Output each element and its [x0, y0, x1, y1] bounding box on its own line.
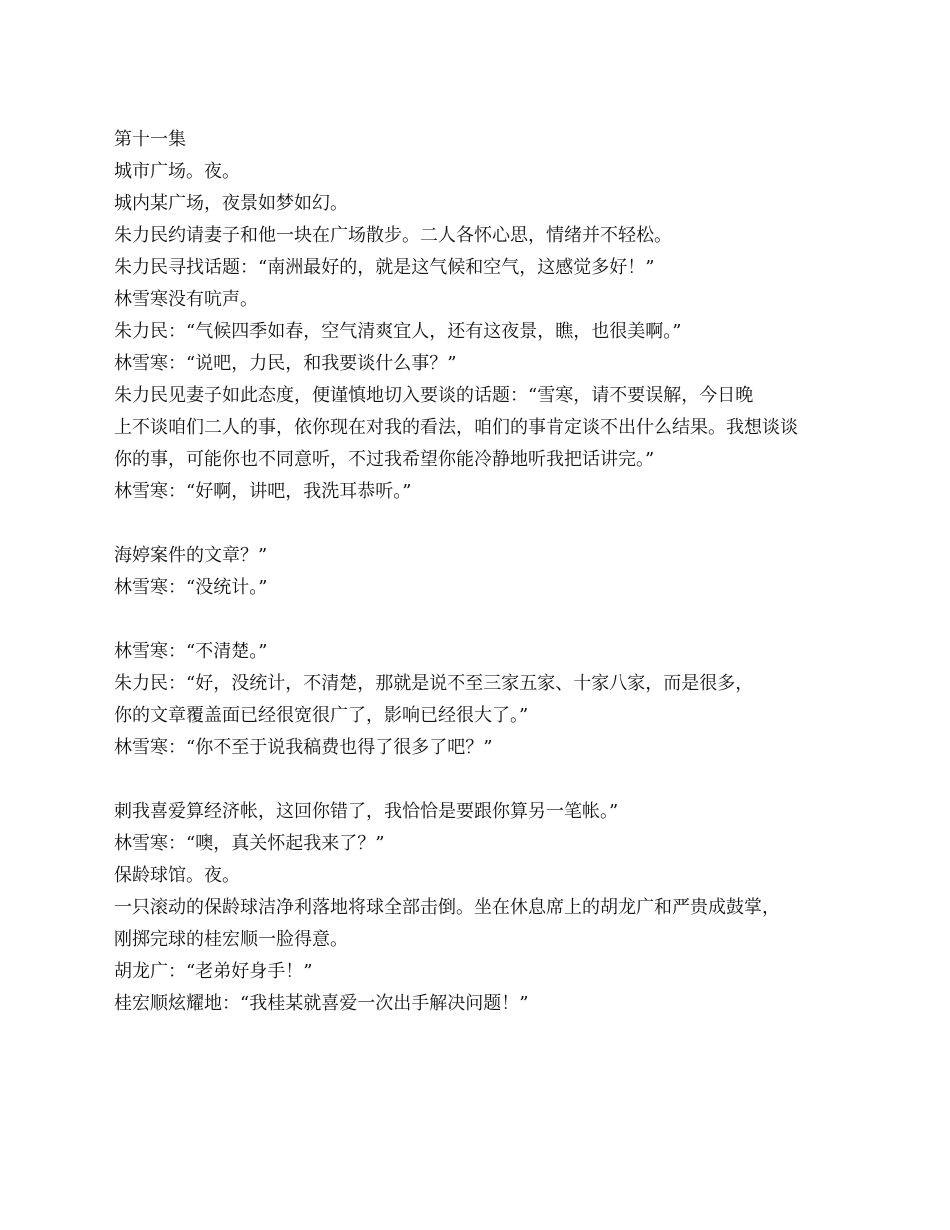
text-line: 胡龙广：“老弟好身手！”	[114, 961, 313, 982]
text-line: 刚掷完球的桂宏顺一脸得意。	[114, 929, 348, 950]
text-line: 桂宏顺炫耀地：“我桂某就喜爱一次出手解决问题！”	[114, 993, 529, 1014]
scene-heading: 保龄球馆。夜。	[114, 865, 240, 886]
text-line: 朱力民：“好，没统计，不清楚，那就是说不至三家五家、十家八家，而是很多，	[114, 673, 754, 694]
text-line: 朱力民寻找话题：“南洲最好的，就是这气候和空气，这感觉多好！”	[114, 257, 655, 278]
text-line: 上不谈咱们二人的事，依你现在对我的看法，咱们的事肯定谈不出什么结果。我想谈谈	[114, 417, 798, 438]
text-line: 林雪寒没有吭声。	[114, 289, 258, 310]
text-line: 朱力民见妻子如此态度，便谨慎地切入要谈的话题：“雪寒，请不要误解，今日晚	[114, 385, 754, 406]
script-text	[114, 124, 854, 1020]
text-line: 你的文章覆盖面已经很宽很广了，影响已经很大了。”	[114, 705, 529, 726]
text-line: 海婷案件的文章？”	[114, 545, 268, 566]
text-line: 一只滚动的保龄球洁净利落地将球全部击倒。坐在休息席上的胡龙广和严贵成鼓掌，	[114, 897, 780, 918]
blank-line	[114, 764, 854, 796]
text-line: 朱力民：“气候四季如春，空气清爽宜人，还有这夜景，瞧，也很美啊。”	[114, 321, 682, 342]
text-line: 朱力民约请妻子和他一块在广场散步。二人各怀心思，情绪并不轻松。	[114, 225, 672, 246]
text-line: 刺我喜爱算经济帐，这回你错了，我恰恰是要跟你算另一笔帐。”	[114, 801, 619, 822]
scene-heading: 城市广场。夜。	[114, 161, 240, 182]
blank-line	[114, 508, 854, 540]
text-line: 林雪寒：“好啊，讲吧，我洗耳恭听。”	[114, 481, 412, 502]
text-line: 林雪寒：“不清楚。”	[114, 641, 268, 662]
blank-line	[114, 604, 854, 636]
text-line: 林雪寒：“说吧，力民，和我要谈什么事？”	[114, 353, 457, 374]
text-line: 林雪寒：“噢，真关怀起我来了？”	[114, 833, 385, 854]
text-line: 城内某广场，夜景如梦如幻。	[114, 193, 348, 214]
episode-title: 第十一集	[114, 129, 186, 150]
text-line: 林雪寒：“没统计。”	[114, 577, 268, 598]
text-line: 你的事，可能你也不同意听，不过我希望你能冷静地听我把话讲完。”	[114, 449, 655, 470]
text-line: 林雪寒：“你不至于说我稿费也得了很多了吧？”	[114, 737, 493, 758]
